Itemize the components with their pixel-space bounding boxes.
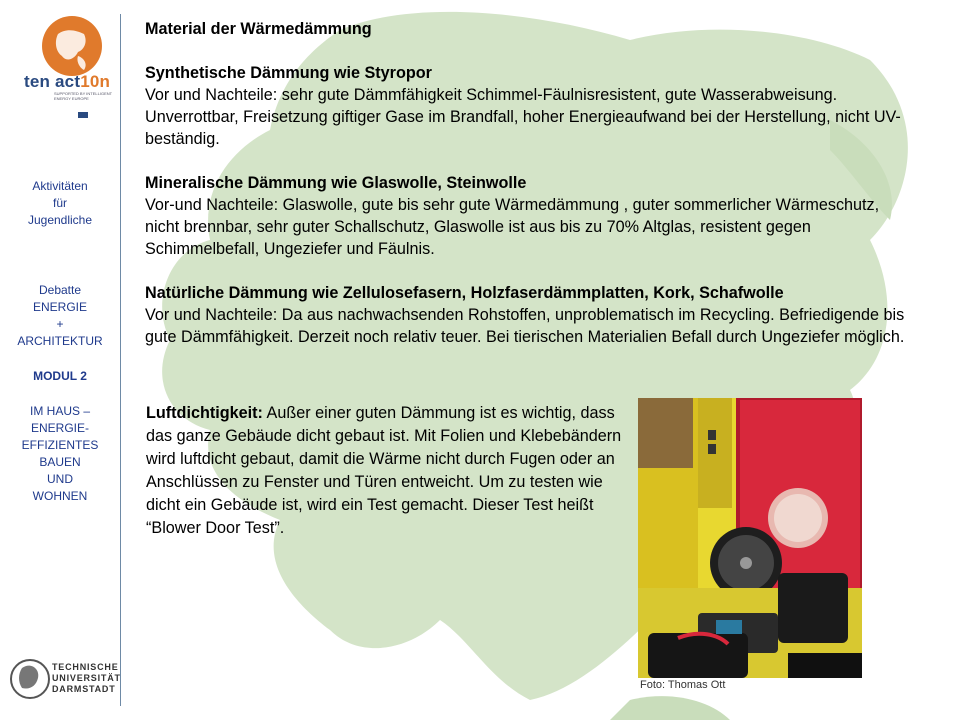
airtightness-label: Luftdichtigkeit:	[146, 404, 263, 422]
blower-door-photo	[638, 398, 862, 678]
main-content	[145, 18, 915, 348]
sidebar-topic-line: IM HAUS –	[29, 404, 90, 418]
sidebar-topic-line: EFFIZIENTES	[21, 438, 99, 452]
sidebar-activities-line: für	[52, 196, 67, 210]
university-name-line: UNIVERSITÄT	[52, 673, 121, 683]
sidebar-activities	[6, 178, 114, 229]
sidebar-debate-line: ARCHITEKTUR	[17, 334, 103, 348]
sidebar-divider	[120, 14, 121, 706]
section-body: Vor-und Nachteile: Glaswolle, gute bis sehr gute Wärmedämmung , guter sommerlicher Wärmeschutz, nicht brennbar, sehr guter Schallschutz, Glaswolle ist aus bis zu 70% Altglas, resistent gegen Schimmelbefall, Ungeziefer und Fäulnis.	[145, 196, 880, 258]
sidebar-topic-line: ENERGIE-	[30, 421, 89, 435]
sidebar-activities-line: Aktivitäten	[32, 179, 88, 193]
ten-act10n-logo	[18, 12, 118, 122]
logo-subtitle: SUPPORTED BY INTELLIGENT ENERGY EUROPE	[54, 91, 113, 101]
page-title: Material der Wärmedämmung	[145, 20, 372, 38]
section-heading: Mineralische Dämmung wie Glaswolle, Steinwolle	[145, 174, 527, 192]
sidebar-topic-line: BAUEN	[39, 455, 81, 469]
logo-text-part2: 10n	[80, 72, 111, 91]
logo-wordmark	[24, 72, 110, 92]
university-name	[52, 662, 121, 695]
section-body: Vor und Nachteile: Da aus nachwachsenden Rohstoffen, unproblematisch im Recycling. Befriedigende bis gute Dämmfähigkeit. Derzeit noch relativ teuer. Bei tierischen Materialien Befall durch Ungeziefer möglich.	[145, 306, 905, 346]
sidebar-debate	[6, 282, 114, 350]
section-heading: Natürliche Dämmung wie Zellulosefasern, Holzfaserdämmplatten, Kork, Schafwolle	[145, 284, 784, 302]
section-body: Vor und Nachteile: sehr gute Dämmfähigkeit Schimmel-Fäulnisresistent, gute Wasserabweisung. Unverrottbar, Freisetzung giftiger Gase im Brandfall, hoher Energieaufwand bei der Herstellung, nicht UV-beständig.	[145, 86, 901, 148]
airtightness-paragraph	[146, 402, 626, 540]
sidebar-topic-line: UND	[47, 472, 73, 486]
sidebar-debate-line: ENERGIE	[32, 300, 87, 314]
airtightness-text: Außer einer guten Dämmung ist es wichtig, dass das ganze Gebäude dicht gebaut ist. Mit Folien und Klebebändern wird luftdicht gebaut, damit die Wärme nicht durch Fugen oder an Anschlüssen zu Fenster und Türen entweicht. Um zu testen wie dicht ein Gebäude ist, wird ein Test gemacht. Dieser Test heißt “Blower Door Test”.	[146, 404, 622, 537]
sidebar-topic	[6, 403, 114, 505]
section-heading: Synthetische Dämmung wie Styropor	[145, 64, 432, 82]
university-name-line: TECHNISCHE	[52, 662, 119, 672]
sidebar-activities-line: Jugendliche	[27, 213, 93, 227]
sidebar-debate-line: Debatte	[38, 283, 82, 297]
photo-credit: Foto: Thomas Ott	[640, 679, 726, 691]
sidebar-module: MODUL 2	[33, 369, 87, 383]
sidebar-debate-line: +	[56, 317, 64, 331]
sidebar-topic-line: WOHNEN	[32, 489, 88, 503]
logo-text-part1: ten act	[24, 72, 81, 91]
university-name-line: DARMSTADT	[52, 684, 116, 694]
